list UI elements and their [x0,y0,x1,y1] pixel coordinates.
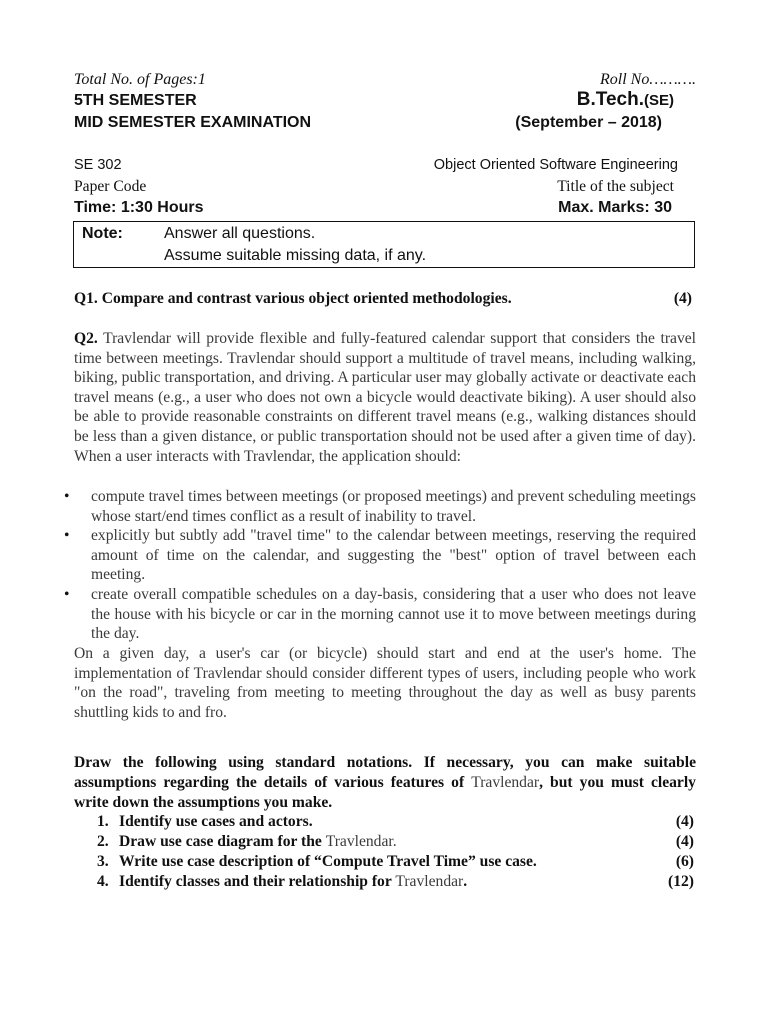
task-text [97,872,467,892]
task-text [97,812,313,832]
course-title: Object Oriented Software Engineering [433,157,678,173]
task-item [97,872,694,892]
task-number: 1. [97,813,109,830]
course-code: SE 302 [74,157,122,173]
bullet-text: compute travel times between meetings (or proposed meetings) and prevent scheduling meetings whose start/end times conflict as a result of inability to travel. [91,488,696,525]
note-label: Note: [82,225,123,242]
degree-branch: (SE) [644,92,674,109]
exam-time: Time: 1:30 Hours [74,199,204,216]
question-2-intro-text: Travlendar will provide flexible and fully-featured calendar support that considers the travel time between meetings. Travlendar should support a multitude of travel means, including walking, biking, public transportation, and driving. A particular user may globally activate or deactivate each travel means (e.g., a user who does not own a bicycle would deactivate biking). A user should also be able to provide reasonable constraints on different travel means (e.g., walking distances should be less than a given distance, or public transportation should not be used after a given time of day). When a user interacts with Travlendar, the application should: [74,330,696,465]
task-label: Draw use case diagram for the [119,833,326,850]
header-row-1 [74,71,696,89]
task-marks: (4) [675,833,694,850]
roll-number: Roll No………. [599,71,696,88]
question-1 [74,290,696,308]
draw-instructions [74,753,696,813]
degree-main: B.Tech. [576,89,644,110]
bullet-icon: • [64,585,70,603]
header-row-6 [74,199,696,217]
task-item [97,812,694,832]
note-line-1: Answer all questions. [164,225,316,242]
task-suffix: . [463,873,468,890]
task-text [97,832,397,852]
draw-part-1: Draw the following using standard notations. If necessary, you can make suitable assumptions regarding the details of various features of [74,754,696,791]
list-item [64,585,696,644]
question-1-marks: (4) [673,290,692,307]
bullet-text: explicitly but subtly add "travel time" to the calendar between meetings, reserving the required amount of time on the calendar, and suggesting the "best" option of travel between each meeting. [91,527,696,584]
header-row-5 [74,178,696,196]
task-item [97,832,694,852]
degree [577,89,674,111]
task-list [97,812,694,892]
question-2-label: Q2. [74,330,98,347]
exam-title: MID SEMESTER EXAMINATION [74,114,312,131]
task-app-name: Travlendar [325,833,393,850]
title-label: Title of the subject [557,178,674,195]
semester: 5TH SEMESTER [74,92,197,109]
question-2-bullets [64,487,696,644]
bullet-text: create overall compatible schedules on a day-basis, considering that a user who does not leave the house with his bicycle or car in the morning cannot use it to move between meetings during the day. [91,585,696,643]
draw-part-2: , but you must clearly write down the assumptions you make. [74,774,696,811]
paper-code-label: Paper Code [74,178,147,195]
note-line-2: Assume suitable missing data, if any. [164,247,427,264]
task-label: Identify use cases and actors. [119,813,313,830]
total-pages: Total No. of Pages:1 [74,71,206,88]
task-marks: (6) [675,853,694,870]
header-row-3 [74,114,696,132]
task-number: 3. [97,853,109,870]
exam-session: (September – 2018) [515,114,662,131]
question-1-text: Q1. Compare and contrast various object oriented methodologies. [74,290,512,307]
header-row-4 [74,157,696,173]
bullet-icon: • [64,527,70,545]
task-suffix: . [392,833,397,850]
task-item [97,852,694,872]
task-marks: (4) [675,813,694,830]
task-label: Identify classes and their relationship for [119,873,396,890]
task-label: Write use case description of “Compute Travel Time” use case. [119,853,537,870]
task-number: 4. [97,873,109,890]
draw-app-name: Travlendar [471,774,540,791]
task-app-name: Travlendar [395,873,464,890]
task-marks: (12) [668,873,694,890]
max-marks: Max. Marks: 30 [558,199,672,216]
list-item [64,526,696,585]
bullet-icon: • [64,488,70,505]
task-text [97,852,537,872]
task-number: 2. [97,833,109,850]
header-row-2 [74,89,696,111]
list-item [64,487,696,526]
question-2-intro [74,329,696,466]
question-2-closing: On a given day, a user's car (or bicycle) should start and end at the user's home. The implementation of Travlendar should consider different types of users, including people who work "on the road", traveling from meeting to meeting throughout the day as well as busy parents shuttling kids to and fro. [74,645,696,721]
